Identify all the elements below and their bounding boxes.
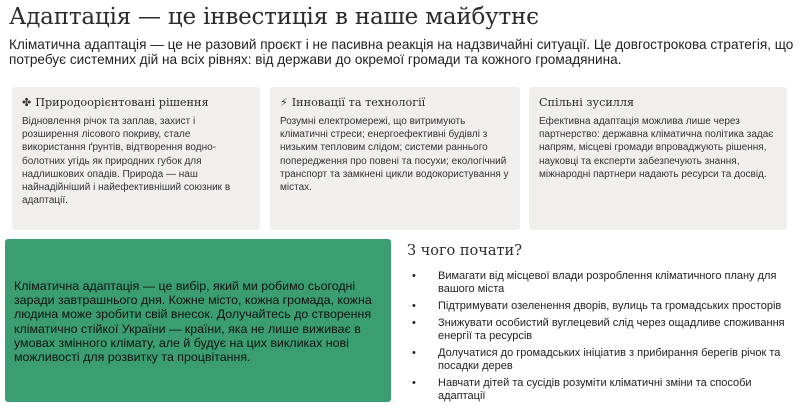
card-innovation-technology bbox=[270, 87, 520, 230]
bullet: • bbox=[412, 300, 416, 312]
card-nature-solutions bbox=[12, 87, 260, 230]
card-heading-row bbox=[539, 96, 777, 109]
list-item-text: Підтримувати озеленення дворів, вулиць та громадських просторів bbox=[438, 300, 782, 312]
leaf-icon: ✤ bbox=[22, 96, 32, 109]
page-title: Адаптація — це інвестиція в наше майбутнє bbox=[9, 4, 539, 30]
list-item bbox=[412, 347, 792, 373]
card-body: Відновлення річок та заплав, захист і розширення лісового покриву, стале використання ґрунтів, відтворення водно-болотних угідь як природних губок для надлишкових опадів. Природа — наш найнадійніший і найефективніший союзник в адаптації. bbox=[22, 116, 231, 207]
card-heading: Інновації та технології bbox=[291, 96, 426, 109]
list-item-text: Долучатися до громадських ініціатив з прибирання берегів річок та посадки дерев bbox=[438, 347, 781, 372]
bullet: • bbox=[412, 347, 416, 359]
card-heading: Спільні зусилля bbox=[539, 96, 635, 109]
card-joint-efforts bbox=[529, 87, 787, 230]
list-item-text: Навчати дітей та сусідів розуміти кліматичні зміни та способи адаптації bbox=[438, 377, 752, 402]
card-heading: Природоорієнтовані рішення bbox=[35, 96, 209, 109]
card-heading-row bbox=[280, 96, 510, 109]
list-item bbox=[412, 317, 792, 343]
card-body: Ефективна адаптація можлива лише через партнерство: державна кліматична політика задає напрям, місцеві громади впроваджують рішення, науковці та експерти забезпечують знання, міжнародні партнери надають ресурси та досвід. bbox=[539, 116, 774, 180]
list-item bbox=[412, 300, 792, 313]
bullet: • bbox=[412, 270, 416, 282]
section-title: З чого почати? bbox=[407, 243, 522, 259]
bullet: • bbox=[412, 317, 416, 329]
callout-text: Кліматична адаптація — це вибір, який ми робимо сьогодні заради завтрашнього дня. Кожне місто, кожна громада, кожна людина може зробити свій внесок. Долучайтесь до створення кліматично стійкої України — країни, яка не лише виживає в умовах змінного клімату, але й будує на цих викликах нові можливості для розвитку та процвітання. bbox=[14, 279, 372, 365]
action-list bbox=[412, 270, 792, 407]
list-item-text: Вимагати від місцевої влади розроблення кліматичного плану для вашого міста bbox=[438, 270, 777, 295]
list-item bbox=[412, 270, 792, 296]
card-heading-row bbox=[22, 96, 250, 109]
lightning-icon: ⚡ bbox=[280, 96, 288, 109]
list-item bbox=[412, 377, 792, 403]
callout-box bbox=[5, 239, 391, 402]
intro-paragraph: Кліматична адаптація — це не разовий проєкт і не пасивна реакція на надзвичайні ситуації. Це довгострокова стратегія, що потребує системних дій на всіх рівнях: від держави до окремої громади та кожного громадянина. bbox=[9, 37, 794, 67]
bullet: • bbox=[412, 377, 416, 389]
list-item-text: Знижувати особистий вуглецевий слід через ощадливе споживання енергії та ресурсів bbox=[438, 317, 785, 342]
card-body: Розумні електромережі, що витримують кліматичні стреси; енергоефективні будівлі з низьким тепловим слідом; системи раннього попередження про повені та посухи; екологічний транспорт та замкнені цикли водокористування у містах. bbox=[280, 116, 509, 194]
